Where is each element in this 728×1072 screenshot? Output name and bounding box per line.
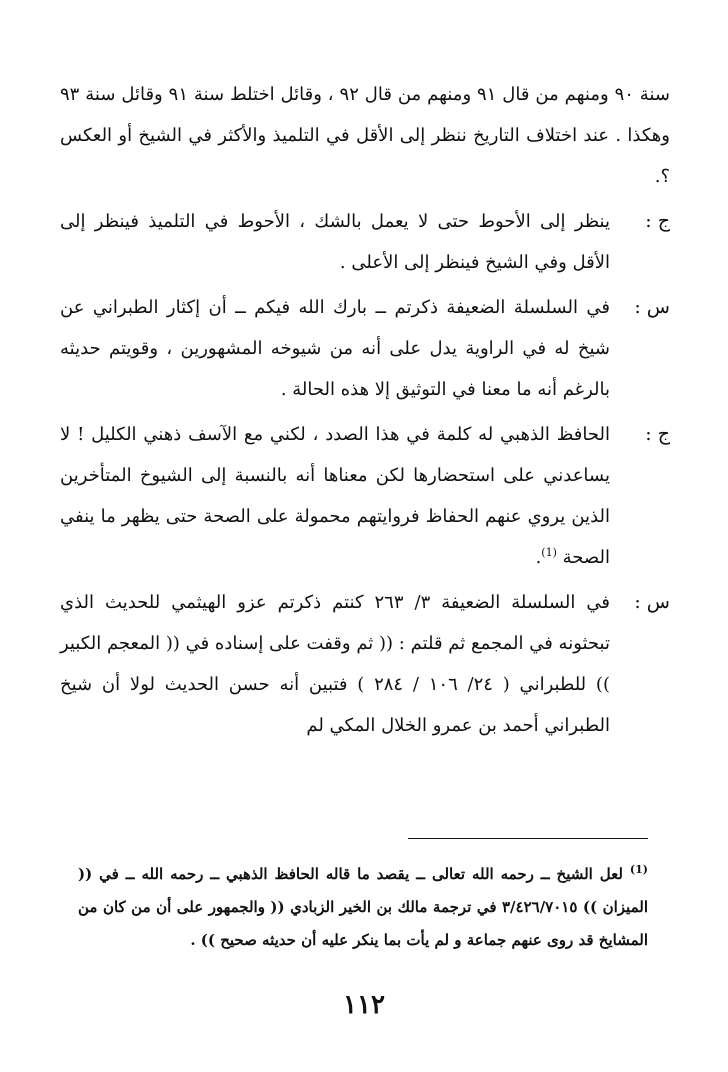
paragraph-text: في السلسلة الضعيفة ذكرتم ــ بارك الله فيكم ــ أن إكثار الطبراني عن شيخ له في الراوية يدل على أنه من شيوخه المشهورين ، وقويتم حديثه بالرغم أنه ما معنا في التوثيق إلا هذه الحالة . [60,297,610,400]
footnote [78,858,648,957]
answer-entry [60,201,670,287]
question-marker: س : [634,591,670,613]
paragraph-text: سنة ٩٠ ومنهم من قال ٩١ ومنهم من قال ٩٢ ، وقائل اختلط سنة ٩١ وقائل سنة ٩٣ وهكذا . عند اختلاف التاريخ ننظر إلى الأقل في التلميذ والأكثر في الشيخ أو العكس ؟. [60,84,670,187]
answer-marker: ج : [645,210,670,232]
paragraph-body: الحافظ الذهبي له كلمة في هذا الصدد ، لكني مع الآسف ذهني الكليل ! لا يساعدني على استحضارها لكن معناها أنه بالنسبة إلى الشيوخ المتأخرين الذين يروي عنهم الحفاظ فروايتهم محمولة على الصحة حتى يظهر ما ينفي الصحة [60,424,610,568]
footnote-number: (1) [629,863,648,876]
page-number: ١١٢ [343,990,385,1020]
footnote-text: لعل الشيخ ــ رحمه الله تعالى ــ يقصد ما قاله الحافظ الذهبي ــ رحمه الله ــ في (( الميزان )) ٣/٤٢٦/٧٠١٥ في ترجمة مالك بن الخير الزبادي (( والجمهور على أن من كان من المشايخ قد روى عنهم جماعة و لم يأت بما ينكر عليه أن حديثه صحيح )) . [78,865,648,949]
paragraph-continuation [60,74,670,201]
answer-entry [60,414,670,582]
question-marker: س : [634,296,670,318]
footnote-reference: (1) [541,546,557,559]
paragraph-text: في السلسلة الضعيفة ٣/ ٢٦٣ كنتم ذكرتم عزو الهيثمي للحديث الذي تبحثونه في المجمع ثم قلتم : (( ثم وقفت على إسناده في (( المعجم الكبير )) للطبراني ( ٢٤/ ١٠٦ / ٢٨٤ ) فتبين أنه حسن الحديث لولا أن شيخ الطبراني أحمد بن عمرو الخلال المكي لم [60,592,610,736]
paragraph-end-punctuation: . [535,547,542,568]
question-entry [60,287,670,414]
paragraph-text: ينظر إلى الأحوط حتى لا يعمل بالشك ، الأحوط في التلميذ فينظر إلى الأقل وفي الشيخ فينظر إلى الأعلى . [60,211,610,273]
paragraph-text [60,414,610,578]
answer-marker: ج : [645,423,670,445]
main-text [60,74,670,750]
footnote-separator [408,838,648,839]
question-entry [60,582,670,750]
